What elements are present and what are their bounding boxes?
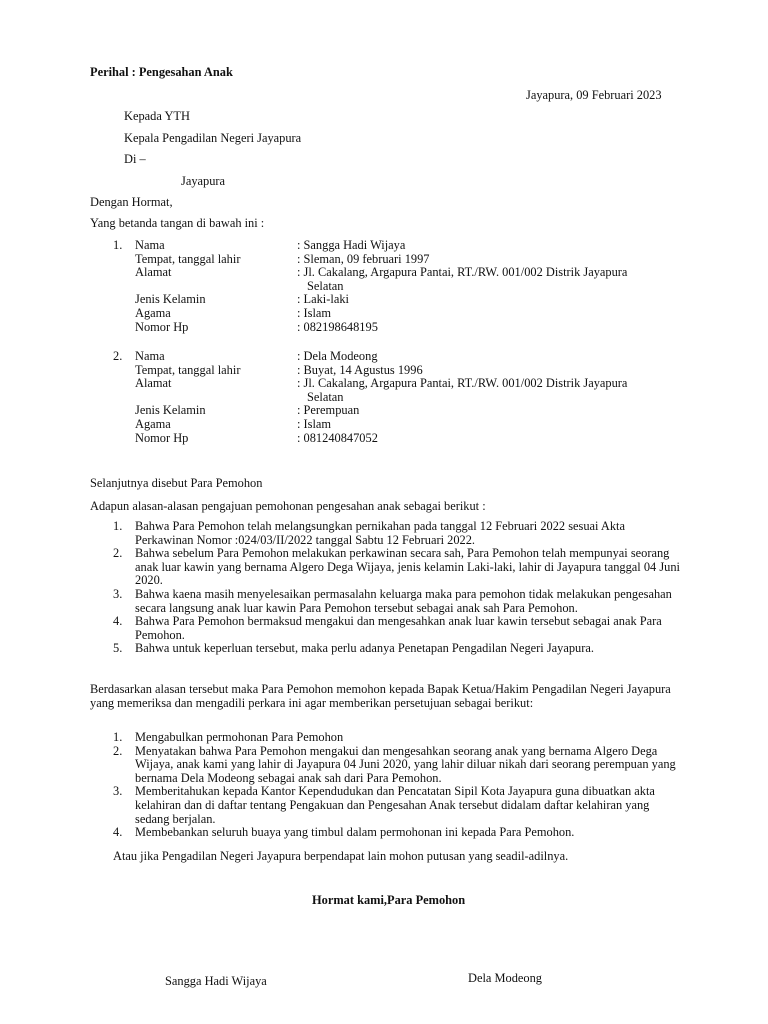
- signoff: Hormat kami,Para Pemohon: [312, 893, 466, 907]
- field-label: Tempat, tanggal lahir: [135, 362, 241, 377]
- recipient-line-3: Di –: [124, 152, 146, 166]
- reasons-list: [113, 520, 683, 656]
- list-item: 2. Menyatakan bahwa Para Pemohon mengakui dan mengesahkan seorang anak yang bernama Algero Dega Wijaya, anak kami yang lahir di Jayapura 04 Juni 2020, yang lahir diluar nikah dari seorang perempuan yang bernama Dela Modeong sebagai anak sah dari Para Pemohon.: [113, 743, 676, 785]
- greeting: Dengan Hormat,: [90, 195, 173, 209]
- field-value: : Sleman, 09 februari 1997: [297, 251, 430, 266]
- list-item: 3. Memberitahukan kepada Kantor Kependudukan dan Pencatatan Sipil Kota Jayapura guna dibuatkan akta kelahiran dan di daftar tentang Pengakuan dan Pengesahan Anak tersebut didalam daftar kelahiran yang sedang berjalan.: [113, 784, 655, 826]
- list-item: 2. Bahwa sebelum Para Pemohon melakukan perkawinan secara sah, Para Pemohon telah mempunyai seorang anak luar kawin yang bernama Algero Dega Wijaya, jenis kelamin Laki-laki, lahir di Jayapura tanggal 04 Juni 2020.: [113, 546, 680, 588]
- reasons-intro: Adapun alasan-alasan pengajuan pemohonan pengesahan anak sebagai berikut :: [90, 499, 486, 513]
- field-value: : Buyat, 14 Agustus 1996: [297, 362, 423, 377]
- signer-2: Dela Modeong: [468, 971, 542, 985]
- request-intro: Berdasarkan alasan tersebut maka Para Pemohon memohon kepada Bapak Ketua/Hakim Pengadilan Negeri Jayapura yang memeriksa dan mengadili perkara ini agar memberikan persetujuan sebagai berikut:: [90, 682, 671, 710]
- field-label: Nomor Hp: [135, 430, 189, 445]
- field-value-continuation: Selatan: [307, 278, 344, 293]
- applicant-number: 1.: [113, 238, 123, 252]
- field-value-continuation: Selatan: [307, 389, 344, 404]
- field-value: : Jl. Cakalang, Argapura Pantai, RT./RW. 001/002 Distrik Jayapura: [297, 376, 628, 391]
- field-label: Nomor Hp: [135, 319, 189, 334]
- field-label: Agama: [135, 416, 171, 431]
- closing-alternative: Atau jika Pengadilan Negeri Jayapura berpendapat lain mohon putusan yang seadil-adilnya.: [113, 849, 569, 863]
- field-value: : Islam: [297, 305, 332, 320]
- field-label: Alamat: [135, 376, 172, 391]
- recipient-line-2: Kepala Pengadilan Negeri Jayapura: [124, 131, 302, 145]
- list-item: 1. Mengabulkan permohonan Para Pemohon: [113, 730, 344, 744]
- field-value: : Laki-laki: [297, 292, 349, 307]
- list-item: 3. Bahwa kaena masih menyelesaikan permasalahn keluarga maka para pemohon tidak melakukan pengesahan secara langsung anak luar kawin Para Pemohon tersebut sebagai anak sah Para Pemohon.: [113, 586, 672, 615]
- field-label: Alamat: [135, 265, 172, 280]
- recipient-line-4: Jayapura: [181, 174, 226, 188]
- requests-list: [113, 731, 683, 840]
- field-value: : 082198648195: [297, 319, 378, 334]
- field-label: Agama: [135, 305, 171, 320]
- recipient-line-1: Kepada YTH: [124, 109, 190, 123]
- list-item: 5. Bahwa untuk keperluan tersebut, maka perlu adanya Penetapan Pengadilan Negeri Jayapura.: [113, 641, 594, 656]
- field-value: : Islam: [297, 416, 332, 431]
- signer-1: Sangga Hadi Wijaya: [165, 974, 267, 988]
- field-value: : Perempuan: [297, 403, 360, 418]
- field-value: : 081240847052: [297, 430, 378, 445]
- field-label: Jenis Kelamin: [135, 292, 206, 307]
- referred-line: Selanjutnya disebut Para Pemohon: [90, 476, 263, 490]
- field-value: : Sangga Hadi Wijaya: [297, 238, 406, 252]
- field-label: Jenis Kelamin: [135, 403, 206, 418]
- applicant-2-table: [113, 350, 707, 445]
- list-item: 4. Membebankan seluruh buaya yang timbul dalam permohonan ini kepada Para Pemohon.: [113, 825, 575, 840]
- applicant-1-table: [113, 239, 707, 334]
- field-value: : Dela Modeong: [297, 349, 378, 363]
- applicant-number: 2.: [113, 349, 123, 363]
- list-item: 4. Bahwa Para Pemohon bermaksud mengakui dan mengesahkan anak luar kawin tersebut sebagai anak Para Pemohon.: [113, 614, 662, 642]
- intro-line: Yang betanda tangan di bawah ini :: [90, 216, 265, 230]
- place-date: Jayapura, 09 Februari 2023: [526, 88, 662, 102]
- list-item: 1. Bahwa Para Pemohon telah melangsungkan pernikahan pada tanggal 12 Februari 2022 sesuai Akta Perkawinan Nomor :024/03/II/2022 tanggal Sabtu 12 Februari 2022.: [113, 519, 625, 547]
- field-label: Nama: [135, 349, 165, 363]
- field-label: Tempat, tanggal lahir: [135, 251, 241, 266]
- subject-line: Perihal : Pengesahan Anak: [90, 65, 233, 79]
- field-value: : Jl. Cakalang, Argapura Pantai, RT./RW. 001/002 Distrik Jayapura: [297, 265, 628, 280]
- field-label: Nama: [135, 238, 165, 252]
